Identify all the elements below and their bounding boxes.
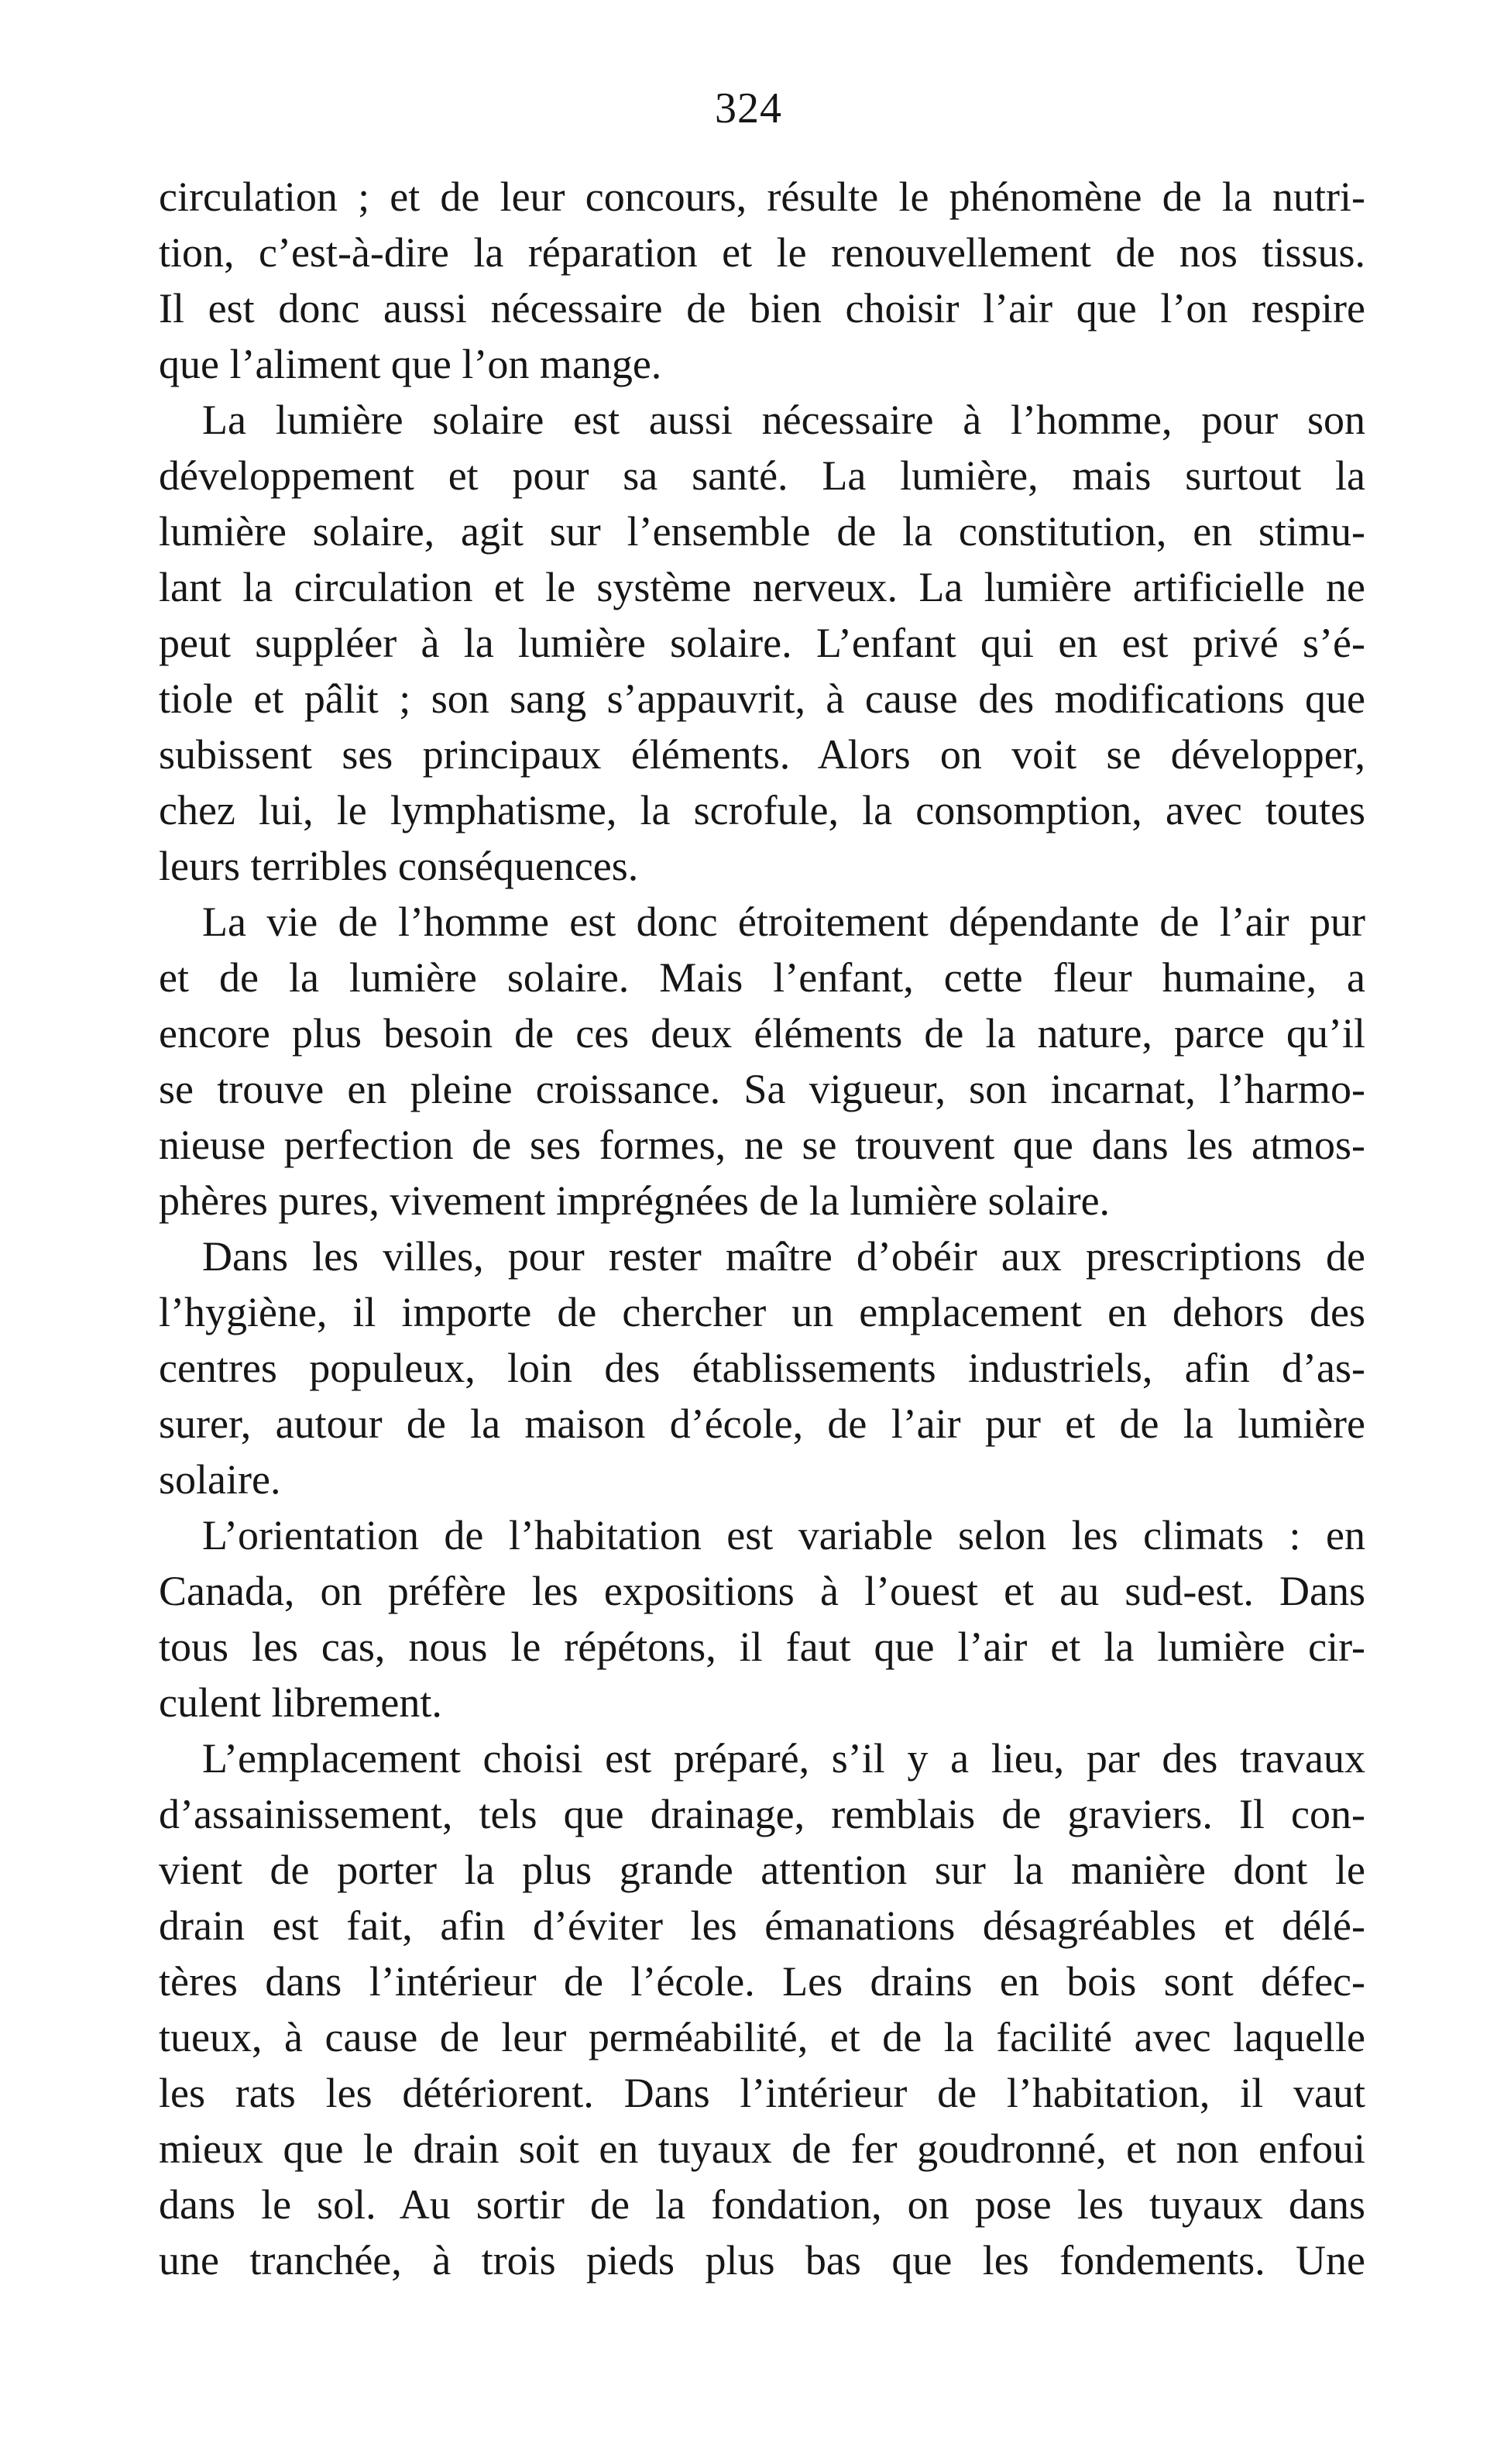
paragraph — [159, 1730, 1365, 2288]
text-line: lumière solaire, agit sur l’ensemble de la constitution, en stimu- — [159, 508, 1365, 555]
text-line: tous les cas, nous le répétons, il faut que l’air et la lumière cir- — [159, 1624, 1365, 1670]
text-line: solaire. — [159, 1456, 281, 1503]
text-line: L’emplacement choisi est préparé, s’il y a lieu, par des travaux — [202, 1735, 1365, 1782]
text-line: surer, autour de la maison d’école, de l’air pur et de la lumière — [159, 1400, 1365, 1447]
text-line: nieuse perfection de ses formes, ne se trouvent que dans les atmos- — [159, 1122, 1365, 1168]
text-line: se trouve en pleine croissance. Sa vigueur, son incarnat, l’harmo- — [159, 1066, 1365, 1112]
text-line: subissent ses principaux éléments. Alors on voit se développer, — [159, 731, 1365, 778]
page-number: 324 — [715, 84, 782, 132]
paragraph — [159, 894, 1365, 1229]
text-line: centres populeux, loin des établissements industriels, afin d’as- — [159, 1345, 1365, 1391]
text-line: et de la lumière solaire. Mais l’enfant, cette fleur humaine, a — [159, 954, 1365, 1001]
text-line: Canada, on préfère les expositions à l’ouest et au sud-est. Dans — [159, 1568, 1365, 1614]
text-line: l’hygiène, il importe de chercher un emplacement en dehors des — [159, 1289, 1365, 1335]
paragraph — [159, 392, 1365, 894]
text-line: drain est fait, afin d’éviter les émanations désagréables et délé- — [159, 1902, 1365, 1949]
text-line: phères pures, vivement imprégnées de la lumière solaire. — [159, 1177, 1111, 1224]
text-line: tères dans l’intérieur de l’école. Les drains en bois sont défec- — [159, 1958, 1365, 2005]
text-line: encore plus besoin de ces deux éléments de la nature, parce qu’il — [159, 1010, 1365, 1057]
text-line: La vie de l’homme est donc étroitement dépendante de l’air pur — [202, 899, 1365, 945]
text-line: culent librement. — [159, 1679, 442, 1726]
text-line: les rats les détériorent. Dans l’intérieur de l’habitation, il vaut — [159, 2070, 1365, 2116]
paragraph — [159, 1229, 1365, 1507]
paragraph — [159, 1507, 1365, 1730]
text-line: leurs terribles conséquences. — [159, 843, 639, 889]
body-text — [159, 169, 1365, 2288]
text-line: L’orientation de l’habitation est variable selon les climats : en — [202, 1512, 1365, 1558]
text-line: peut suppléer à la lumière solaire. L’enfant qui en est privé s’é- — [159, 620, 1365, 666]
text-line: La lumière solaire est aussi nécessaire à l’homme, pour son — [202, 397, 1365, 443]
text-line: lant la circulation et le système nerveux. La lumière artificielle ne — [159, 564, 1365, 610]
text-line: Il est donc aussi nécessaire de bien choisir l’air que l’on respire — [159, 285, 1365, 332]
text-line: Dans les villes, pour rester maître d’obéir aux prescriptions de — [202, 1233, 1365, 1280]
text-line: que l’aliment que l’on mange. — [159, 341, 662, 387]
text-line: tion, c’est-à-dire la réparation et le renouvellement de nos tissus. — [159, 229, 1365, 276]
text-line: d’assainissement, tels que drainage, remblais de graviers. Il con- — [159, 1791, 1365, 1837]
text-line: tiole et pâlit ; son sang s’appauvrit, à cause des modifications que — [159, 675, 1365, 722]
text-line: développement et pour sa santé. La lumière, mais surtout la — [159, 452, 1365, 499]
text-line: vient de porter la plus grande attention sur la manière dont le — [159, 1847, 1365, 1893]
text-line: mieux que le drain soit en tuyaux de fer goudronné, et non enfoui — [159, 2126, 1365, 2172]
text-line: une tranchée, à trois pieds plus bas que les fondements. Une — [159, 2237, 1365, 2284]
text-line: tueux, à cause de leur perméabilité, et de la facilité avec laquelle — [159, 2014, 1365, 2060]
paragraph — [159, 169, 1365, 392]
text-line: dans le sol. Au sortir de la fondation, on pose les tuyaux dans — [159, 2181, 1365, 2228]
text-line: chez lui, le lymphatisme, la scrofule, la consomption, avec toutes — [159, 787, 1365, 833]
text-line: circulation ; et de leur concours, résulte le phénomène de la nutri- — [159, 174, 1365, 220]
